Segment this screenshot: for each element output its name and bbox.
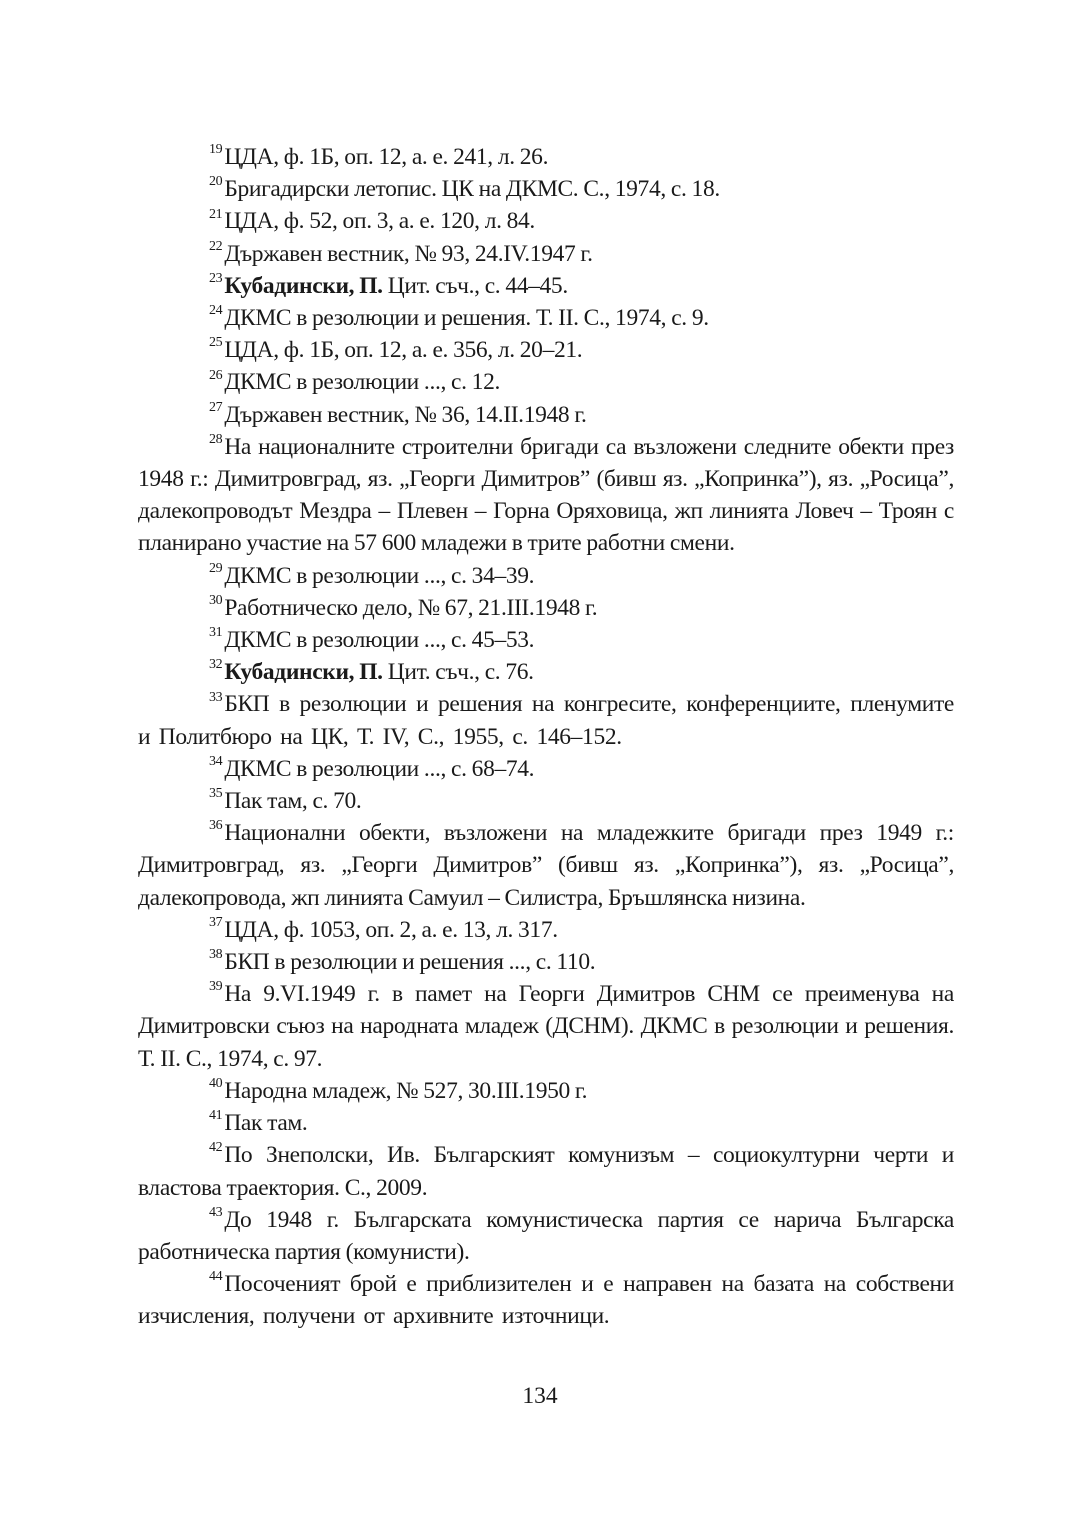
- footnote-text: ЦДА, ф. 1Б, оп. 12, а. е. 356, л. 20–21.: [224, 337, 583, 364]
- footnote: [138, 302, 954, 334]
- footnote: [138, 1107, 954, 1139]
- footnote: [138, 1204, 954, 1268]
- footnote: [138, 431, 954, 560]
- footnote-text: Работническо дело, № 67, 21.III.1948 г.: [224, 594, 598, 621]
- footnote-number: 41: [209, 1108, 223, 1124]
- footnote-text: Цит. съч., с. 44–45.: [382, 272, 568, 299]
- footnote-text: Национални обекти, възложени на младежките бригади през 1949 г.: Димитровград, яз. „Георги Димитров” (бивш яз. „Копринка”), яз. „Росица”, далекопровода, жп линията Самуил – Силистра, Бръшлянска низина.: [138, 820, 954, 911]
- footnote: [138, 656, 954, 688]
- footnote-number: 36: [209, 818, 223, 834]
- page-number: 134: [522, 1383, 558, 1409]
- footnote-number: 23: [209, 270, 223, 286]
- footnote: [138, 560, 954, 592]
- footnote-text: Държавен вестник, № 93, 24.IV.1947 г.: [224, 240, 593, 267]
- footnote-number: 32: [209, 657, 223, 673]
- footnote-number: 44: [209, 1269, 223, 1285]
- footnote: [138, 817, 954, 914]
- footnote-number: 35: [209, 786, 223, 802]
- footnote-author: Кубадински, П.: [224, 659, 383, 686]
- footnote-number: 30: [209, 593, 223, 609]
- footnote: [138, 141, 954, 173]
- footnote-text: ЦДА, ф. 1Б, оп. 12, а. е. 241, л. 26.: [224, 144, 549, 170]
- footnote: [138, 1268, 954, 1332]
- footnote-text: ДКМС в резолюции ..., с. 45–53.: [224, 627, 535, 654]
- footnote-text: ЦДА, ф. 52, оп. 3, а. е. 120, л. 84.: [224, 208, 535, 235]
- footnote-number: 37: [209, 915, 223, 931]
- footnote-author: Кубадински, П.: [224, 272, 383, 299]
- footnote-number: 20: [209, 174, 223, 190]
- footnote: [138, 978, 954, 1075]
- footnote: [138, 1075, 954, 1107]
- footnote-text: На 9.VI.1949 г. в памет на Георги Димитров СНМ се преименува на Димитровски съюз на народната младеж (ДСНМ). ДКМС в резолюции и решения. Т. II. С., 1974, с. 97.: [138, 981, 954, 1072]
- footnote-text: ДКМС в резолюции ..., с. 34–39.: [224, 562, 535, 589]
- footnote: [138, 173, 954, 205]
- footnote-number: 31: [209, 625, 223, 641]
- footnote-number: 22: [209, 238, 223, 254]
- footnote-text: ЦДА, ф. 1053, оп. 2, а. е. 13, л. 317.: [224, 916, 558, 943]
- footnote-number: 29: [209, 560, 223, 576]
- footnotes-list: [138, 141, 954, 1333]
- footnote: [138, 624, 954, 656]
- footnote: [138, 238, 954, 270]
- footnote-text: БКП в резолюции и решения ..., с. 110.: [224, 949, 596, 976]
- footnote: [138, 946, 954, 978]
- footnote-text: Народна младеж, № 527, 30.III.1950 г.: [224, 1077, 588, 1104]
- footnote: [138, 753, 954, 785]
- footnote: [138, 205, 954, 237]
- footnote-number: 19: [209, 142, 223, 158]
- footnote-number: 33: [209, 689, 223, 705]
- footnote: [138, 270, 954, 302]
- footnote-number: 28: [209, 432, 223, 447]
- footnote-text: Държавен вестник, № 36, 14.II.1948 г.: [224, 401, 587, 428]
- footnote: [138, 1139, 954, 1203]
- footnote-number: 42: [209, 1140, 223, 1156]
- footnote-text: До 1948 г. Българската комунистическа партия се нарича Българска работническа партия (комунисти).: [138, 1206, 954, 1265]
- footnote-number: 25: [209, 335, 223, 351]
- footnote-number: 26: [209, 367, 223, 383]
- footnote-number: 24: [209, 303, 223, 319]
- footnote-number: 27: [209, 399, 223, 415]
- footnote-text: Пак там.: [224, 1110, 308, 1137]
- footnote: [138, 334, 954, 366]
- footnote-text: Пак там, с. 70.: [224, 788, 362, 815]
- footnote-number: 34: [209, 754, 223, 770]
- footnote: [138, 592, 954, 624]
- footnote-text: Бригадирски летопис. ЦК на ДКМС. С., 1974, с. 18.: [224, 176, 720, 203]
- footnote-text: На националните строителни бригади са възложени следните обекти през 1948 г.: Димитровград, яз. „Георги Димитров” (бивш яз. „Копринка”), яз. „Росица”, далекопроводът Мездра – Плевен – Горна Оряховица, жп линията Ловеч – Троян с планирано участие на 57 600 младежи в трите работни смени.: [138, 433, 954, 557]
- footnote: [138, 688, 954, 752]
- footnote-text: ДКМС в резолюции ..., с. 12.: [224, 369, 501, 396]
- footnote-text: ДКМС в резолюции и решения. Т. II. С., 1974, с. 9.: [224, 305, 709, 332]
- footnote-text: Цит. съч., с. 76.: [382, 659, 534, 686]
- footnote-text: ДКМС в резолюции ..., с. 68–74.: [224, 755, 535, 782]
- footnote: [138, 914, 954, 946]
- footnote-number: 38: [209, 947, 223, 963]
- footnote: [138, 785, 954, 817]
- footnote-text: По Знеполски, Ив. Българският комунизъм – социокултурни черти и властова траектория. С., 2009.: [138, 1142, 954, 1201]
- footnote-number: 39: [209, 979, 223, 995]
- footnote-text: БКП в резолюции и решения на конгресите, конференциите, пленумите и Политбюро на ЦК, Т. IV, С., 1955, с. 146–152.: [138, 691, 954, 750]
- footnote: [138, 366, 954, 398]
- footnote: [138, 399, 954, 431]
- footnote-text: Посоченият брой е приблизителен и е направен на базата на собствени изчисления, получени от архивните източници.: [138, 1271, 954, 1330]
- footnote-number: 21: [209, 206, 223, 222]
- footnote-number: 40: [209, 1076, 223, 1092]
- footnote-number: 43: [209, 1204, 223, 1220]
